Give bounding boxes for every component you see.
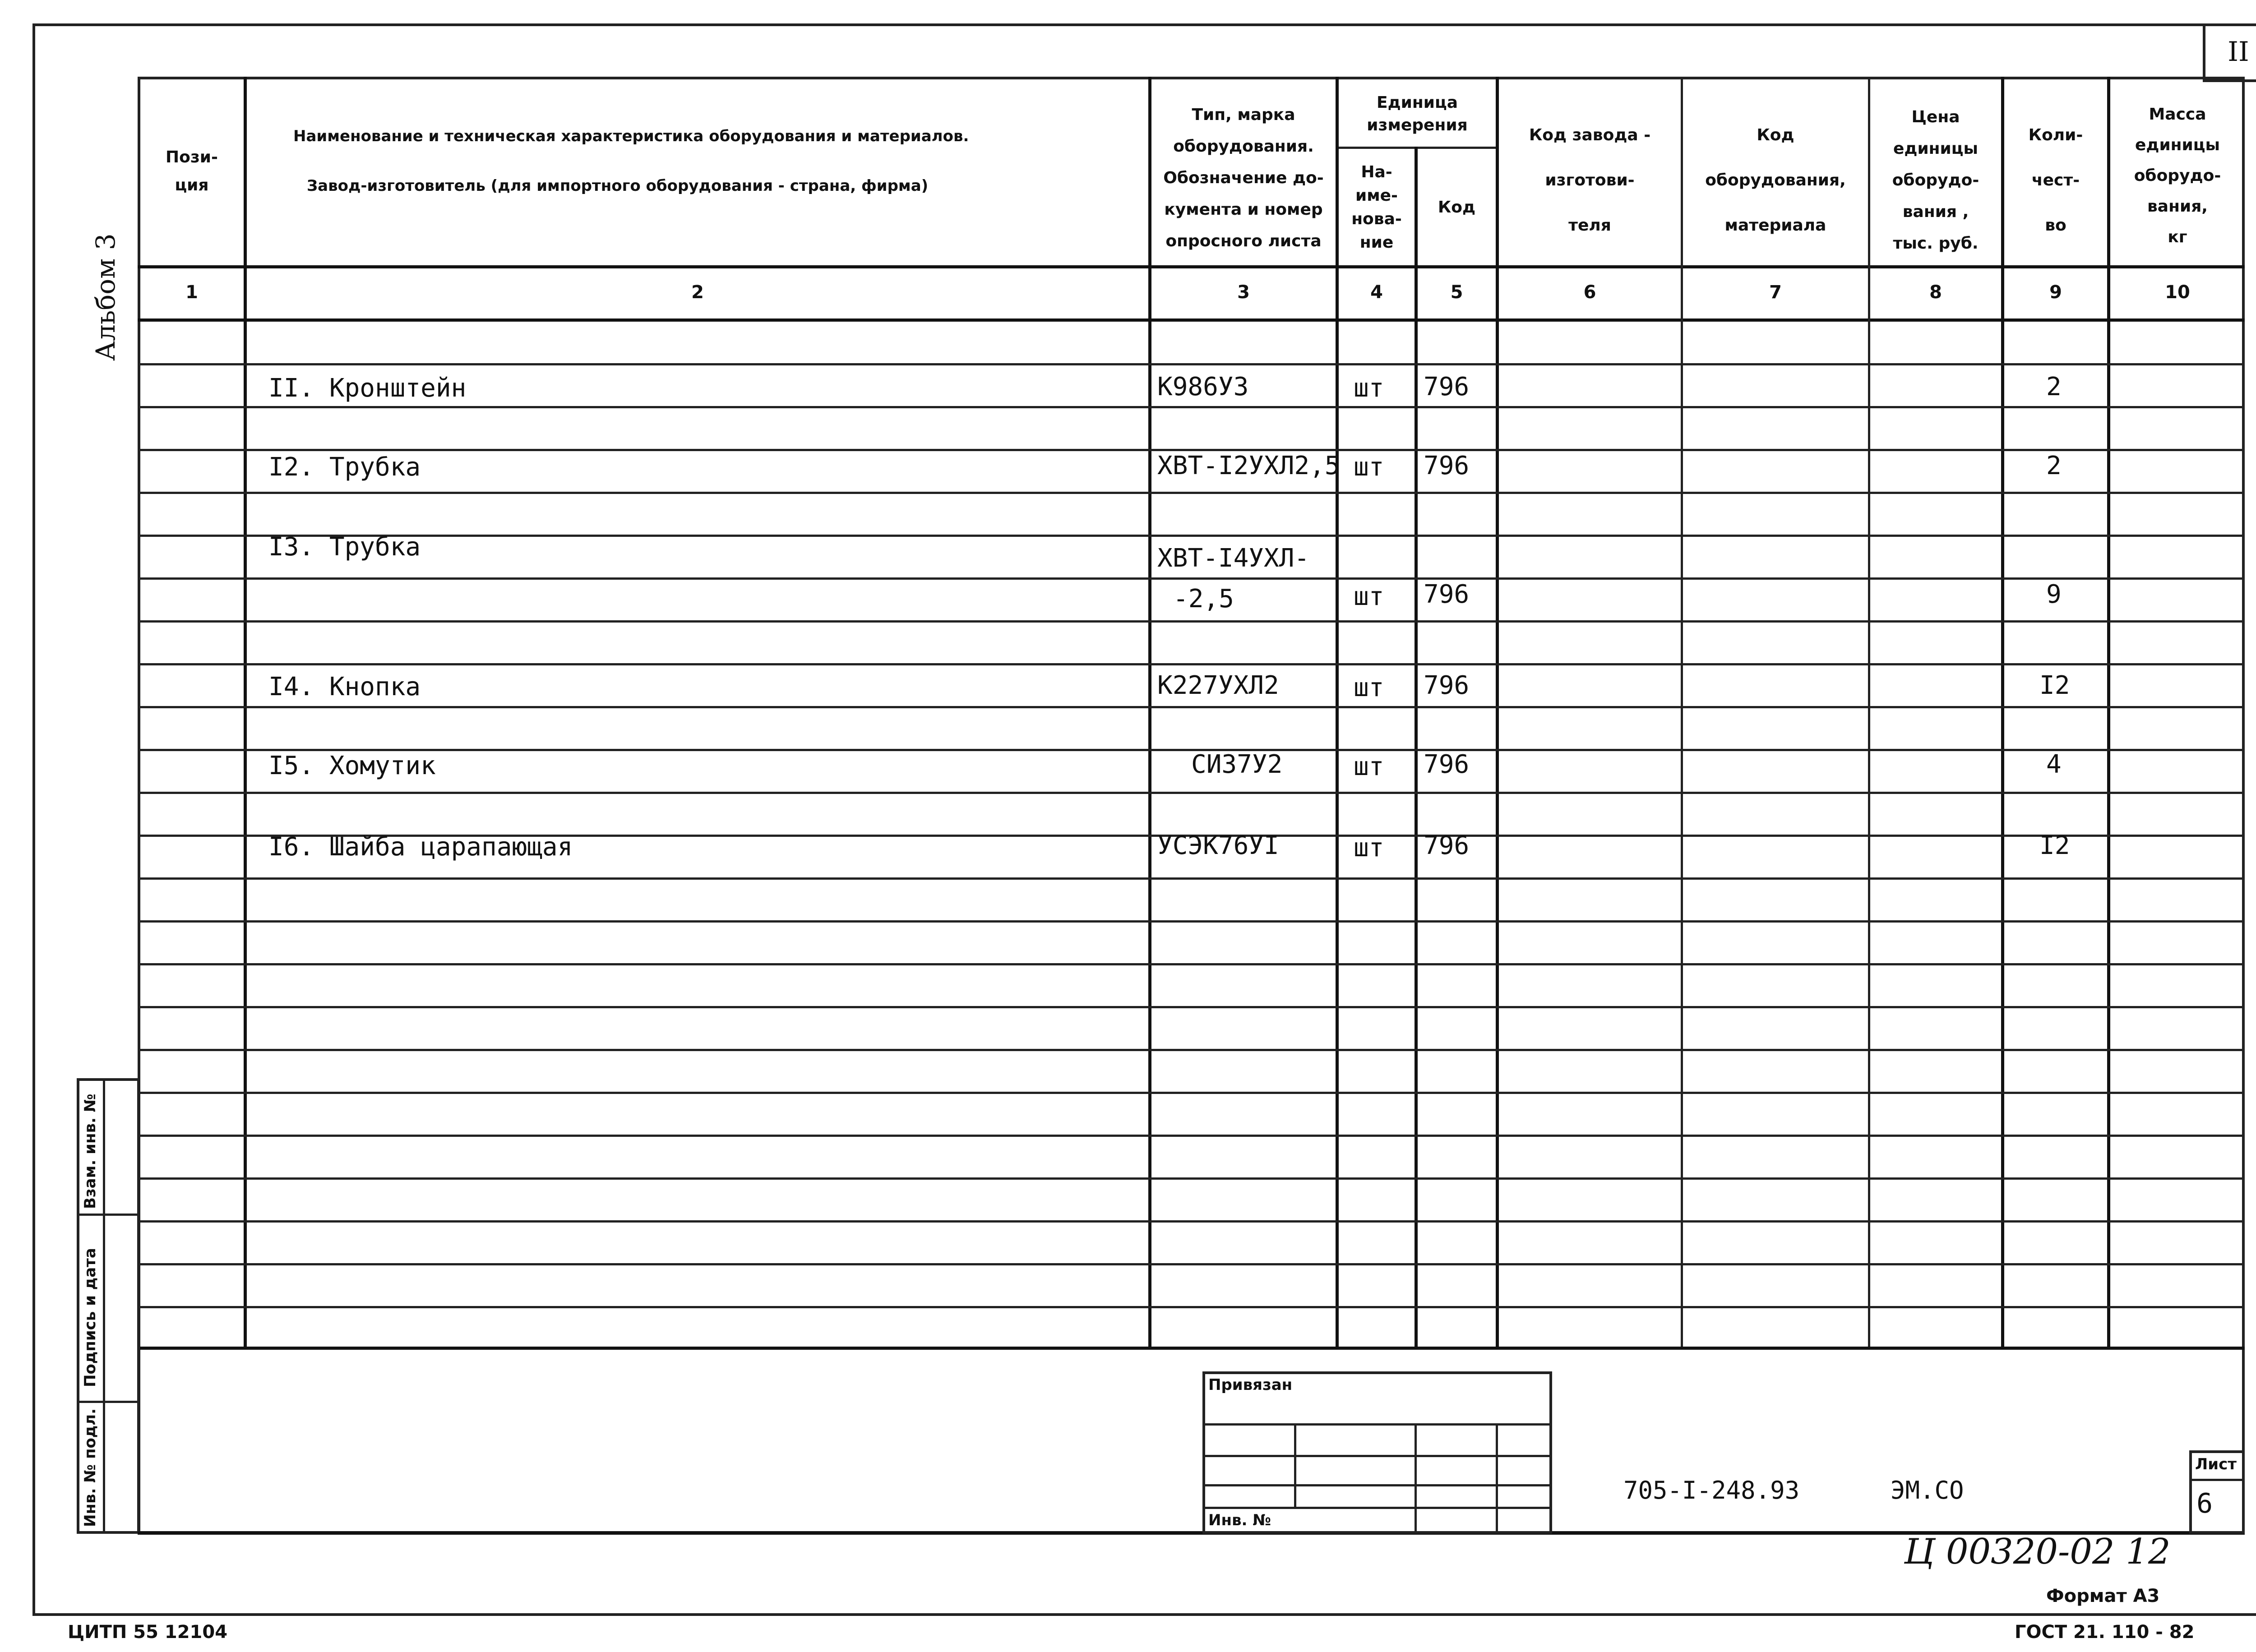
colnum-6: 6: [1583, 282, 1596, 303]
row-type-continued: -2,5: [1173, 584, 1234, 614]
table-row-line: [138, 792, 2245, 794]
column-number-line: [138, 318, 2245, 322]
privyazan-line3: [1202, 1484, 1552, 1486]
header-bottom-line: [138, 265, 2245, 268]
header-quantity: Коли- чест- во: [2028, 126, 2083, 235]
header-unit-group: Единица измерения: [1367, 93, 1468, 134]
header-name-line1: Наименование и техническая характеристика оборудования и материалов.: [293, 127, 969, 145]
footer-left: ЦИТП 55 12104: [68, 1622, 228, 1643]
table-row-line: [138, 1177, 2245, 1180]
table-row-line: [138, 920, 2245, 923]
format-label: Формат А3: [2046, 1586, 2160, 1606]
table-row-line: [138, 877, 2245, 880]
row-unit: шт: [1354, 452, 1384, 482]
privyazan-vline1: [1294, 1423, 1296, 1507]
row-code: 796: [1424, 451, 1470, 480]
table-row-line: [138, 663, 2245, 665]
colnum-4: 4: [1370, 282, 1383, 303]
header-type: Тип, марка оборудования. Обозначение до- кумента и номер опросного листа: [1163, 106, 1324, 250]
col-line-3: [1336, 77, 1339, 1349]
table-row-line: [138, 1092, 2245, 1094]
table-row-line: [138, 963, 2245, 965]
row-type: УСЭК76УI: [1157, 831, 1279, 860]
row-name: I2. Трубка: [268, 452, 421, 482]
header-mass: Масса единицы оборудо- вания, кг: [2134, 105, 2221, 246]
table-row-line: [138, 535, 2245, 537]
colnum-10: 10: [2165, 282, 2190, 303]
side-stamp-divider: [103, 1078, 105, 1534]
corner-sheet-number: II: [2228, 36, 2249, 68]
side-stamp-line2: [77, 1401, 140, 1403]
row-code: 796: [1424, 671, 1470, 700]
col-line-2: [1148, 77, 1151, 1349]
row-unit: шт: [1354, 673, 1384, 702]
col-line-5: [1496, 77, 1499, 1349]
album-label: Альбом 3: [90, 233, 121, 361]
colnum-3: 3: [1237, 282, 1250, 303]
row-type: К986У3: [1157, 372, 1249, 401]
row-qty: I2: [2039, 671, 2070, 700]
privyazan-line4: [1202, 1507, 1552, 1509]
colnum-7: 7: [1769, 282, 1782, 303]
table-row-line: [138, 1220, 2245, 1223]
row-unit: шт: [1354, 752, 1384, 781]
doc-code: 705-I-248.93: [1623, 1476, 1800, 1504]
table-row-line: [138, 1006, 2245, 1008]
col-line-7: [1868, 77, 1870, 1349]
col-line-4: [1415, 147, 1418, 1349]
row-unit: шт: [1354, 582, 1384, 611]
row-type: К227УХЛ2: [1157, 671, 1279, 700]
privyazan-vline2: [1415, 1423, 1417, 1534]
row-unit: шт: [1354, 374, 1384, 403]
privyazan-box: [1202, 1371, 1552, 1534]
side-stamp-vzam: Взам. инв. №: [81, 1094, 99, 1209]
colnum-9: 9: [2049, 282, 2062, 303]
table-row-line: [138, 706, 2245, 708]
privyazan-line2: [1202, 1455, 1552, 1457]
colnum-8: 8: [1929, 282, 1942, 303]
row-qty: 9: [2046, 580, 2062, 609]
row-name: I6. Шайба царапающая: [268, 832, 573, 862]
row-qty: 2: [2046, 451, 2062, 480]
row-qty: 2: [2046, 372, 2062, 401]
row-qty: I2: [2039, 831, 2070, 860]
sheet-box-line: [2189, 1479, 2245, 1481]
row-name: I4. Кнопка: [268, 672, 421, 701]
row-unit: шт: [1354, 833, 1384, 863]
row-name: I3. Трубка: [268, 532, 421, 562]
privyazan-label: Привязан: [1208, 1376, 1293, 1394]
header-name-line2: Завод-изготовитель (для импортного оборудования - страна, фирма): [307, 177, 929, 195]
row-type: ХВТ-I2УХЛ2,5: [1157, 451, 1340, 480]
table-row-line: [138, 1306, 2245, 1308]
colnum-2: 2: [691, 282, 704, 303]
footer-right: ГОСТ 21. 110 - 82: [2015, 1622, 2195, 1643]
privyazan-vline3: [1496, 1423, 1498, 1534]
inv-no-label: Инв. №: [1208, 1511, 1271, 1529]
doc-mark: ЭМ.СО: [1891, 1476, 1964, 1504]
colnum-1: 1: [185, 282, 198, 303]
row-code: 796: [1424, 372, 1470, 401]
header-price: Цена единицы оборудо- вания , тыс. руб.: [1892, 108, 1979, 253]
sheet-number: 6: [2196, 1488, 2213, 1519]
row-type: СИ37У2: [1191, 750, 1283, 779]
handwritten-note: Ц 00320-02 12: [1904, 1532, 2171, 1572]
col-line-1: [244, 77, 247, 1349]
header-equipment-code: Код оборудования, материала: [1705, 126, 1846, 235]
table-row-line: [138, 1049, 2245, 1051]
table-row-line: [138, 1263, 2245, 1265]
table-row-line: [138, 363, 2245, 365]
privyazan-line1: [1202, 1423, 1552, 1426]
row-code: 796: [1424, 831, 1470, 860]
table-body-bottom: [138, 1347, 2245, 1350]
row-qty: 4: [2046, 750, 2062, 779]
table-row-line: [138, 620, 2245, 623]
table-row-line: [138, 406, 2245, 408]
side-stamp-line1: [77, 1214, 140, 1216]
row-code: 796: [1424, 750, 1470, 779]
header-unit-name: На- име- нова- ние: [1351, 163, 1402, 252]
row-name: II. Кронштейн: [268, 374, 467, 403]
row-name: I5. Хомутик: [268, 751, 436, 780]
side-stamp-inv-podl: Инв. № подл.: [81, 1408, 99, 1527]
row-type: ХВТ-I4УХЛ-: [1157, 544, 1310, 573]
col-line-8: [2001, 77, 2004, 1349]
table-row-line: [138, 1135, 2245, 1137]
col-line-6: [1681, 77, 1683, 1349]
colnum-5: 5: [1450, 282, 1463, 303]
table-row-line: [138, 492, 2245, 494]
header-position: Пози- ция: [166, 148, 218, 194]
sheet-label: Лист: [2195, 1455, 2237, 1473]
side-stamp-podpis: Подпись и дата: [81, 1248, 99, 1387]
header-factory-code: Код завода - изготови- теля: [1529, 126, 1651, 235]
col-line-9: [2107, 77, 2110, 1349]
row-code: 796: [1424, 580, 1470, 609]
header-unit-code: Код: [1438, 198, 1476, 217]
table-row-line: [138, 577, 2245, 580]
